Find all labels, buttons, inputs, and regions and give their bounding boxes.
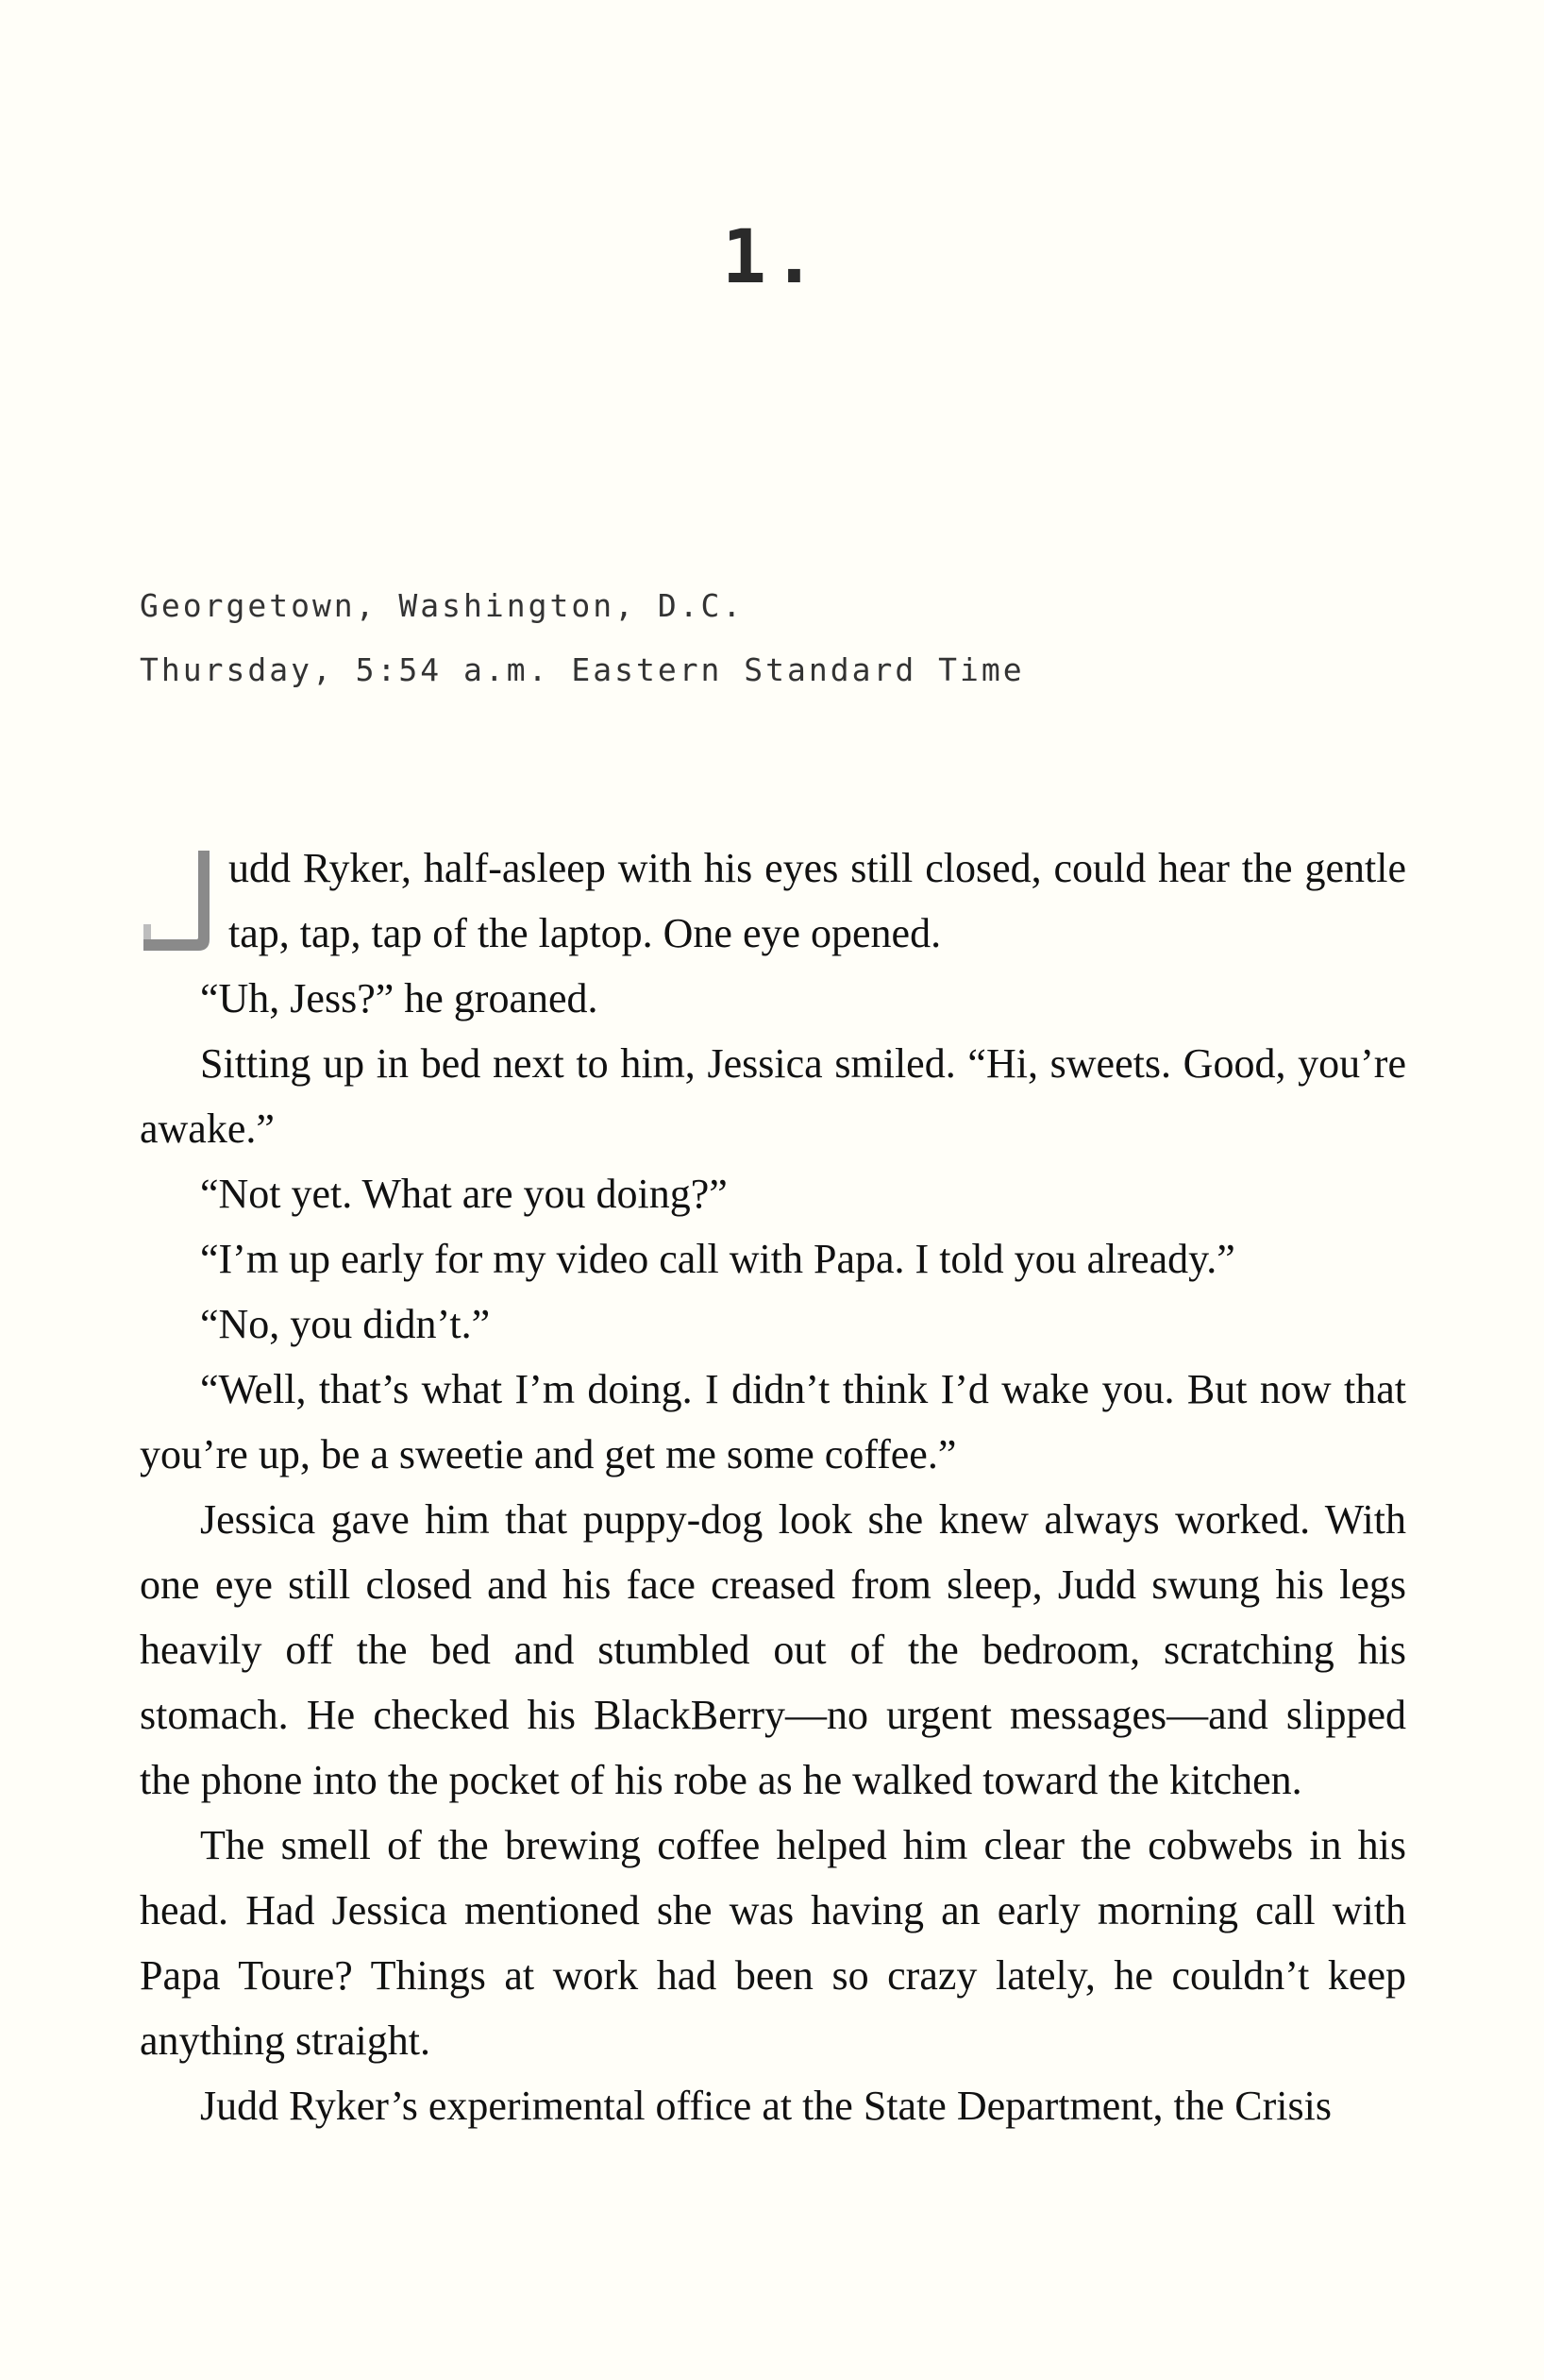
paragraph: Jessica gave him that puppy-dog look she knew always worked. With one eye still closed and his face creased from sleep, Judd swung his legs heavily off the bed and stumbled out of the bedroom, scratching his stomach. He checked his BlackBerry—no urgent messages—and slipped the phone into the pocket of his robe as he walked toward the kitchen.: [140, 1496, 1406, 1803]
drop-cap-letter: [140, 849, 221, 954]
dateline-time: Thursday, 5:54 a.m. Eastern Standard Time: [140, 651, 1025, 688]
paragraph: “Uh, Jess?” he groaned.: [200, 975, 598, 1021]
chapter-body-text: [140, 836, 1406, 2138]
paragraph: “No, you didn’t.”: [200, 1301, 491, 1347]
paragraph: “Well, that’s what I’m doing. I didn’t think I’d wake you. But now that you’re up, be a sweetie and get me some coffee.”: [140, 1366, 1406, 1477]
paragraph: Sitting up in bed next to him, Jessica smiled. “Hi, sweets. Good, you’re awake.”: [140, 1040, 1406, 1152]
paragraph: [140, 836, 1406, 966]
paragraph: The smell of the brewing coffee helped him clear the cobwebs in his head. Had Jessica mentioned she was having an early morning call with Papa Toure? Things at work had been so crazy lately, he couldn’t keep anything straight.: [140, 1822, 1406, 2064]
paragraph: “Not yet. What are you doing?”: [200, 1171, 728, 1217]
paragraph: Judd Ryker’s experimental office at the State Department, the Crisis: [200, 2083, 1332, 2129]
dateline-place: Georgetown, Washington, D.C.: [140, 587, 745, 624]
paragraph-text: udd Ryker, half-asleep with his eyes still closed, could hear the gentle tap, tap, tap of the laptop. One eye opened.: [228, 845, 1406, 956]
chapter-number: 1.: [722, 215, 822, 300]
drop-cap-j-glyph: [140, 849, 221, 954]
paragraph: “I’m up early for my video call with Papa. I told you already.”: [200, 1236, 1235, 1282]
